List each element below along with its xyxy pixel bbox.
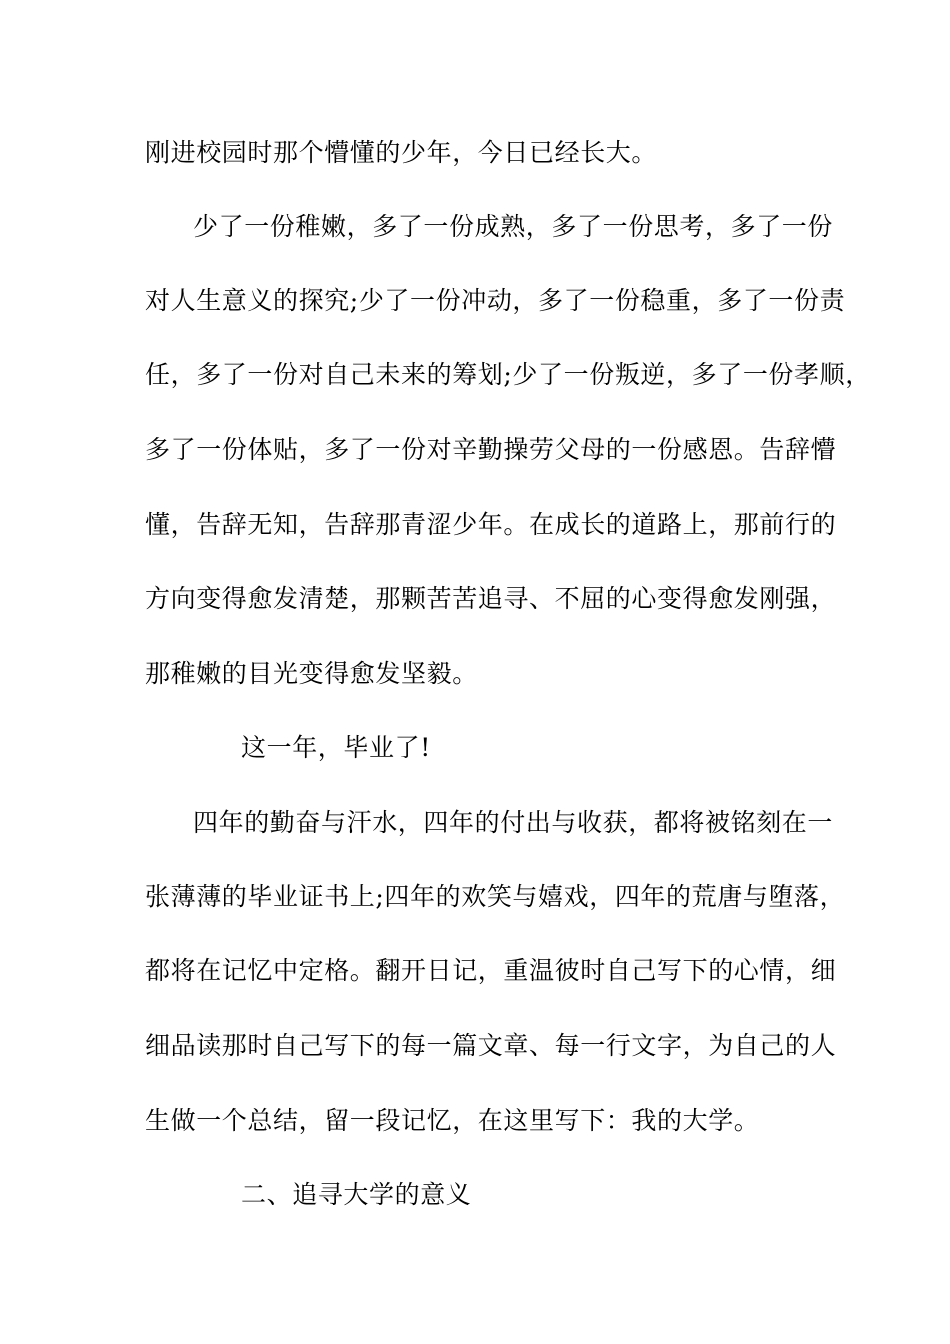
paragraph-line: 细品读那时自己写下的每一篇文章、每一行文字，为自己的人 (145, 1031, 837, 1060)
section-line: 这一年，毕业了! (241, 733, 431, 762)
paragraph-line: 懂，告辞无知，告辞那青涩少年。在成长的道路上，那前行的 (145, 510, 837, 539)
section-heading: 二、追寻大学的意义 (241, 1180, 472, 1209)
paragraph-line: 刚进校园时那个懵懂的少年，今日已经长大。 (145, 138, 658, 167)
paragraph-line: 少了一份稚嫩，多了一份成熟，多了一份思考，多了一份 (193, 212, 834, 241)
paragraph-line: 生做一个总结，留一段记忆，在这里写下：我的大学。 (145, 1106, 760, 1135)
paragraph-line: 张薄薄的毕业证书上;四年的欢笑与嬉戏，四年的荒唐与堕落， (145, 882, 846, 911)
paragraph-line: 任，多了一份对自己未来的筹划;少了一份叛逆，多了一份孝顺， (145, 360, 871, 389)
paragraph-line: 四年的勤奋与汗水，四年的付出与收获，都将被铭刻在一 (193, 808, 834, 837)
paragraph-line: 多了一份体贴，多了一份对辛勤操劳父母的一份感恩。告辞懵 (145, 435, 837, 464)
paragraph-line: 对人生意义的探究;少了一份冲动，多了一份稳重，多了一份责 (145, 286, 846, 315)
paragraph-line: 都将在记忆中定格。翻开日记，重温彼时自己写下的心情，细 (145, 956, 837, 985)
paragraph-line: 那稚嫩的目光变得愈发坚毅。 (145, 659, 478, 688)
paragraph-line: 方向变得愈发清楚，那颗苦苦追寻、不屈的心变得愈发刚强， (145, 584, 837, 613)
